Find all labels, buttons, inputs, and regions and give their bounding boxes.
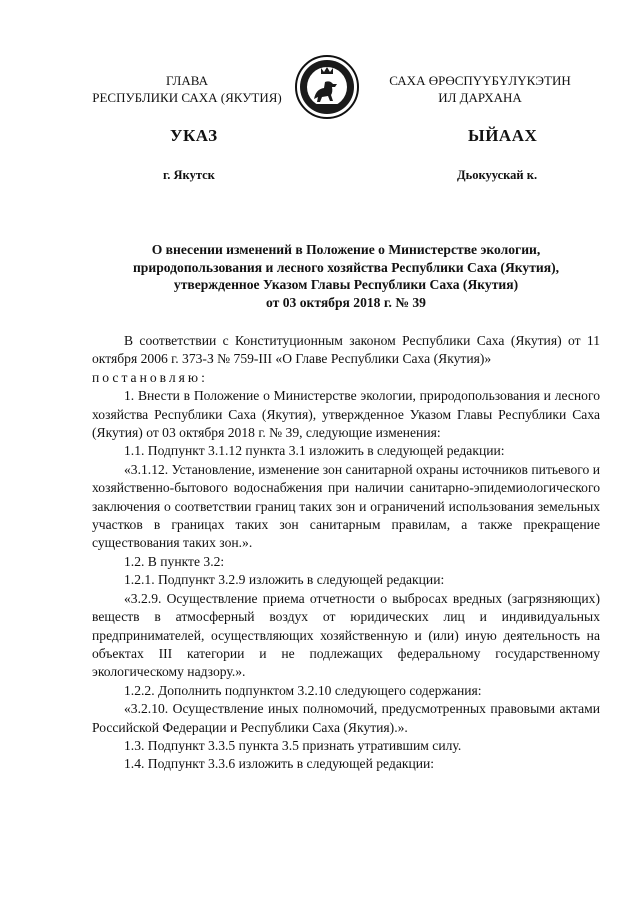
paragraph-1-2-1-text: «3.2.9. Осуществление приема отчетности о выбросах вредных (загрязняющих) веществ в атмосферный воздух от юридических лиц и индивидуальных предпринимателей, осуществляющих хозяйственную и (или) иную деятельность на объектах III категории и не подлежащих федеральному государственному экологическому надзору.».: [92, 590, 600, 680]
paragraph-1-2-1: 1.2.1. Подпункт 3.2.9 изложить в следующей редакции:: [124, 572, 445, 588]
paragraph-1: 1. Внести в Положение о Министерстве экологии, природопользования и лесного хозяйства Республики Саха (Якутия), утвержденное Указом Главы Республики Саха (Якутия) от 03 октября 2018 г. № 39, следующие изменения:: [92, 388, 600, 441]
document-title: [92, 241, 600, 311]
header-right-line1: САХА ӨРӨСПҮҮБҮЛҮКЭТИН: [389, 73, 571, 88]
paragraph-1-2: 1.2. В пункте 3.2:: [124, 553, 225, 569]
header-left: [82, 72, 292, 106]
paragraph-1-1-text: «3.1.12. Установление, изменение зон санитарной охраны источников питьевого и хозяйственно-бытового водоснабжения при наличии санитарно-эпидемиологического заключения о соответствии границ таких зон и ограничений использования земельных участков в границах таких зон санитарным правилам, а также прекращение существования таких зон.».: [92, 461, 600, 551]
header-right: [365, 72, 595, 106]
header-left-line2: РЕСПУБЛИКИ САХА (ЯКУТИЯ): [92, 90, 282, 105]
title-line: утвержденное Указом Главы Республики Саха (Якутия): [173, 277, 519, 292]
paragraph-1-2-2: 1.2.2. Дополнить подпунктом 3.2.10 следующего содержания:: [124, 682, 482, 698]
title-line: от 03 октября 2018 г. № 39: [266, 294, 426, 310]
intro-paragraph: В соответствии с Конституционным законом Республики Саха (Якутия) от 11 октября 2006 г. 373-З № 759-III «О Главе Республики Саха (Якутия)»: [92, 333, 600, 367]
resolve-word: постановляю:: [92, 369, 208, 385]
header-left-line1: ГЛАВА: [166, 73, 208, 88]
doc-type-ru: УКАЗ: [170, 126, 218, 145]
document-body: [92, 332, 600, 774]
coat-of-arms-icon: [294, 54, 360, 120]
title-line: природопользования и лесного хозяйства Республики Саха (Якутия),: [132, 259, 560, 275]
city-ru: г. Якутск: [163, 168, 215, 182]
paragraph-1-1: 1.1. Подпункт 3.1.12 пункта 3.1 изложить в следующей редакции:: [124, 443, 505, 459]
header-right-line2: ИЛ ДАРХАНА: [438, 90, 522, 105]
paragraph-1-4: 1.4. Подпункт 3.3.6 изложить в следующей редакции:: [124, 756, 435, 772]
paragraph-1-3: 1.3. Подпункт 3.3.5 пункта 3.5 признать утратившим силу.: [124, 737, 462, 753]
title-line: О внесении изменений в Положение о Министерстве экологии,: [151, 242, 541, 257]
city-sakha: Дьокуускай к.: [457, 168, 538, 182]
doc-type-sakha: ЫЙААХ: [468, 126, 538, 145]
paragraph-1-2-2-text: «3.2.10. Осуществление иных полномочий, предусмотренных правовыми актами Российской Федерации и Республики Саха (Якутия).».: [92, 701, 600, 735]
